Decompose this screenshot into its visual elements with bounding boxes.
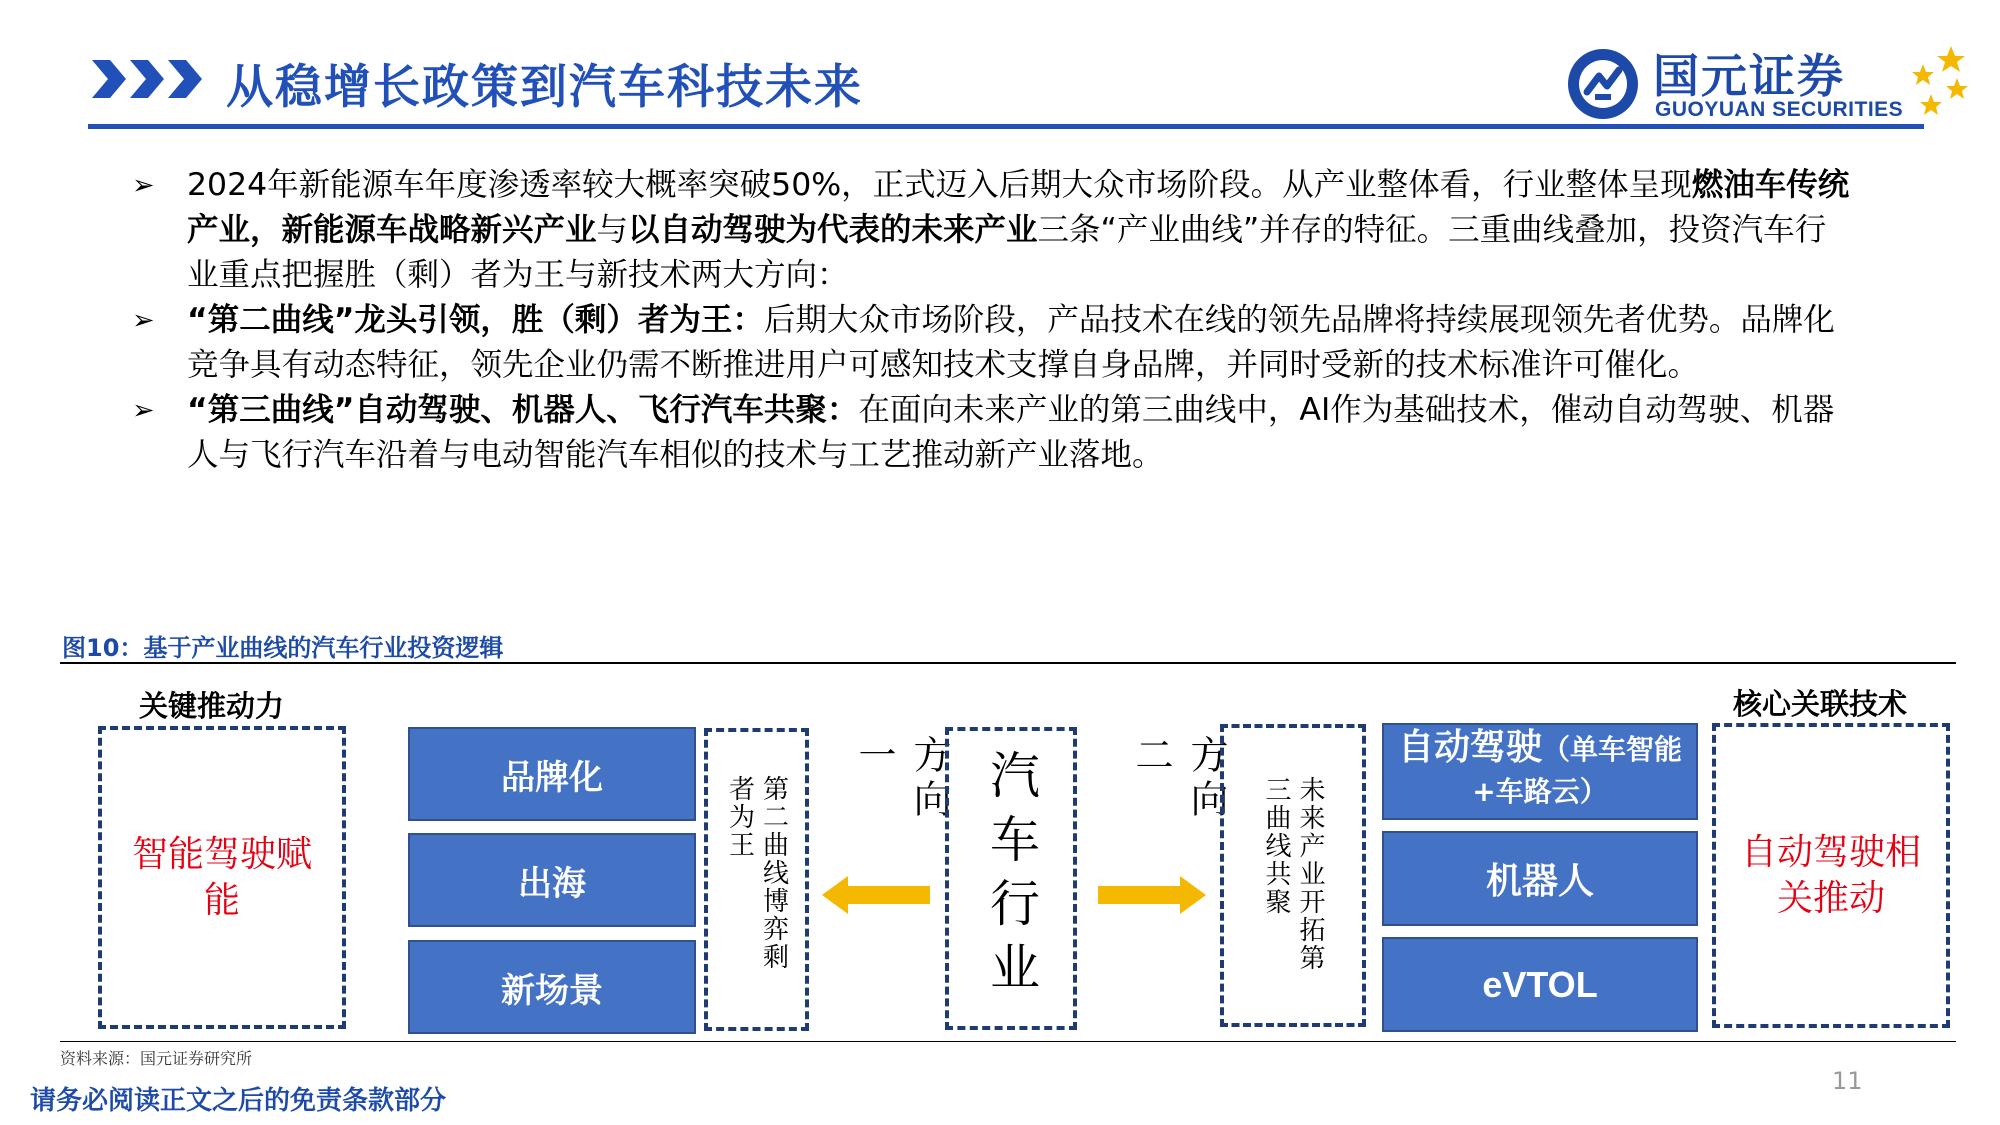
title-chevrons-icon [92, 56, 207, 102]
bullet-arrow-icon: ➢ [132, 170, 155, 201]
bullet-item [132, 298, 1852, 388]
logo-english-name: GUOYUAN SECURITIES [1655, 98, 1904, 121]
direction-two-label: 方向二 [1129, 735, 1228, 823]
right-tech-box [1712, 723, 1950, 1028]
second-curve-box [704, 728, 809, 1031]
industry-box [945, 727, 1077, 1030]
logo-stars-icon [1905, 44, 1975, 120]
source-note: 资料来源：国元证券研究所 [60, 1049, 253, 1068]
bullet-item [132, 388, 1852, 478]
overseas-box: 出海 [408, 833, 696, 927]
left-column-header: 关键推动力 [139, 689, 285, 723]
right-column-header: 核心关联技术 [1733, 687, 1908, 721]
bullet-text: 在面向未来产业的第三曲线中，AI作为基础技术，催动自动驾驶、机器人与飞行汽车沿着与电动智能汽车相似的技术与工艺推动新产业落地。 [187, 392, 1835, 473]
industry-text: 汽车行业 [982, 748, 1040, 1005]
figure-title: 图10：基于产业曲线的汽车行业投资逻辑 [62, 634, 504, 662]
disclaimer: 请务必阅读正文之后的免责条款部分 [30, 1086, 447, 1116]
evtol-box: eVTOL [1382, 937, 1698, 1032]
right-tech-text: 自动驾驶相关推动 [1740, 831, 1921, 919]
arrow-left-icon [822, 874, 932, 916]
bullet-text-bold: 以自动驾驶为代表的未来产业 [628, 212, 1038, 248]
page-title: 从稳增长政策到汽车科技未来 [226, 60, 863, 115]
direction-one-label: 方向一 [852, 735, 951, 823]
bullet-text-bold: 燃油车传统产业，新能源车战略新兴产业 [187, 167, 1850, 248]
bullet-list [132, 163, 1852, 478]
bullet-text-bold: “第二曲线”龙头引领，胜（剩）者为王： [187, 302, 764, 338]
left-driver-text: 智能驾驶赋能 [131, 833, 312, 921]
new-scenario-box: 新场景 [408, 940, 696, 1034]
bullet-text: 与 [596, 212, 629, 248]
bullet-item [132, 163, 1852, 298]
second-curve-text: 第二曲线博弈剩者为王 [724, 774, 789, 971]
arrow-right-icon [1096, 874, 1206, 916]
title-underline [88, 124, 1924, 129]
third-curve-box [1220, 724, 1366, 1027]
autonomous-driving-box [1382, 723, 1698, 820]
left-driver-box [98, 726, 346, 1029]
bullet-text-bold: “第三曲线”自动驾驶、机器人、飞行汽车共聚： [187, 392, 859, 428]
figure-bottom-rule [60, 1041, 1956, 1042]
autonomous-driving-label: 自动驾驶 [1397, 726, 1542, 768]
bullet-text: 2024年新能源车年度渗透率较大概率突破50%，正式迈入后期大众市场阶段。从产业整体看，行业整体呈现 [187, 167, 1692, 203]
autonomous-driving-sub: （单车智能+车路云） [1472, 732, 1683, 808]
third-curve-text: 未来产业开拓第三曲线共聚 [1261, 775, 1325, 972]
bullet-arrow-icon: ➢ [132, 305, 155, 336]
bullet-text: 后期大众市场阶段，产品技术在线的领先品牌将持续展现领先者优势。品牌化竞争具有动态特征，领先企业仍需不断推进用户可感知技术支撑自身品牌，并同时受新的技术标准许可催化。 [187, 302, 1835, 383]
robot-box: 机器人 [1382, 831, 1698, 926]
logo-chinese-name: 国元证券 [1653, 49, 1845, 103]
logo-emblem-icon [1565, 46, 1641, 122]
bullet-arrow-icon: ➢ [132, 395, 155, 426]
figure-top-rule [60, 662, 1956, 664]
bullet-text: 三条“产业曲线”并存的特征。三重曲线叠加，投资汽车行业重点把握胜（剩）者为王与新技术两大方向： [187, 212, 1827, 293]
brand-box: 品牌化 [408, 727, 696, 821]
page-number: 11 [1832, 1067, 1863, 1095]
